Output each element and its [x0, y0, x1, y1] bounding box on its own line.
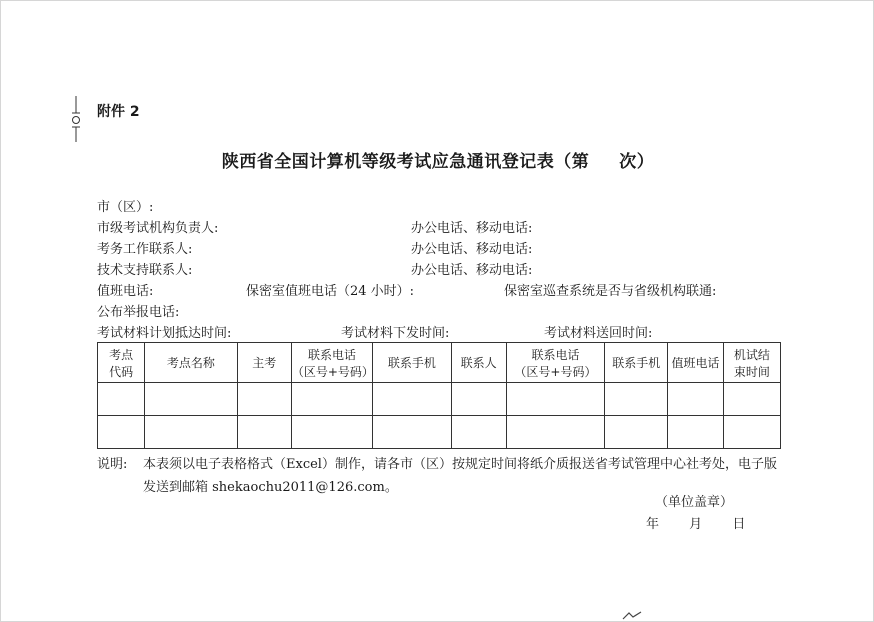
office-phone-field-2: 办公电话、移动电话: — [411, 242, 533, 257]
date-line — [646, 513, 771, 532]
col-header-mobile-1: 联系手机 — [373, 343, 451, 383]
table-cell[interactable] — [373, 383, 451, 416]
material-arrive-field: 考试材料计划抵达时间: — [97, 326, 232, 341]
col-header-contact-person: 联系人 — [451, 343, 506, 383]
table-cell[interactable] — [145, 383, 237, 416]
date-month: 月 — [689, 517, 703, 532]
office-phone-field-1: 办公电话、移动电话: — [411, 221, 533, 236]
attachment-label: 附件 2 — [97, 104, 140, 120]
city-head-field: 市级考试机构负责人: — [97, 221, 219, 236]
table-cell[interactable] — [373, 416, 451, 449]
table-cell[interactable] — [237, 416, 291, 449]
col-header-site-code: 考点 代码 — [98, 343, 145, 383]
table-cell[interactable] — [98, 383, 145, 416]
table-cell[interactable] — [98, 416, 145, 449]
table-header-row — [98, 343, 781, 383]
table-cell[interactable] — [723, 383, 780, 416]
unit-seal-label: （单位盖章） — [655, 495, 734, 510]
col-header-mobile-2: 联系手机 — [605, 343, 668, 383]
form-title-main: 陕西省全国计算机等级考试应急通讯登记表（第 — [221, 152, 590, 172]
patrol-system-field: 保密室巡查系统是否与省级机构联通: — [504, 284, 717, 299]
binding-margin-mark — [68, 96, 84, 142]
table-cell[interactable] — [506, 416, 604, 449]
report-phone-field: 公布举报电话: — [97, 305, 180, 320]
tech-contact-field: 技术支持联系人: — [97, 263, 193, 278]
col-header-exam-end-time: 机试结 束时间 — [723, 343, 780, 383]
table-cell[interactable] — [451, 383, 506, 416]
col-header-chief-examiner: 主考 — [237, 343, 291, 383]
date-day: 日 — [732, 517, 746, 532]
registration-table — [97, 342, 781, 449]
city-field: 市（区）: — [97, 200, 154, 215]
table-row — [98, 383, 781, 416]
note-text: 本表须以电子表格格式（Excel）制作，请各市（区）按规定时间将纸介质报送省考试管理中心社考处，电子版发送到邮箱 shekaochu2011@126.com。 — [143, 457, 777, 495]
form-title-suffix: 次） — [619, 152, 655, 172]
table-row — [98, 416, 781, 449]
table-cell[interactable] — [451, 416, 506, 449]
material-issue-field: 考试材料下发时间: — [341, 326, 450, 341]
col-header-contact-phone-2: 联系电话 （区号+号码） — [506, 343, 604, 383]
table-cell[interactable] — [506, 383, 604, 416]
secure-room-phone-field: 保密室值班电话（24 小时）: — [246, 284, 415, 299]
table-cell[interactable] — [605, 416, 668, 449]
material-return-field: 考试材料送回时间: — [544, 326, 653, 341]
table-cell[interactable] — [145, 416, 237, 449]
table-cell[interactable] — [237, 383, 291, 416]
col-header-site-name: 考点名称 — [145, 343, 237, 383]
col-header-contact-phone-1: 联系电话 （区号+号码） — [291, 343, 372, 383]
table-cell[interactable] — [291, 416, 372, 449]
date-year: 年 — [646, 517, 660, 532]
table-cell[interactable] — [668, 383, 723, 416]
table-cell[interactable] — [605, 383, 668, 416]
duty-phone-field: 值班电话: — [97, 284, 154, 299]
col-header-duty-phone: 值班电话 — [668, 343, 723, 383]
exam-contact-field: 考务工作联系人: — [97, 242, 193, 257]
table-cell[interactable] — [291, 383, 372, 416]
pen-stroke-mark — [621, 610, 643, 620]
office-phone-field-3: 办公电话、移动电话: — [411, 263, 533, 278]
table-cell[interactable] — [723, 416, 780, 449]
table-cell[interactable] — [668, 416, 723, 449]
form-title — [1, 147, 874, 172]
note-label: 说明: — [97, 457, 128, 472]
